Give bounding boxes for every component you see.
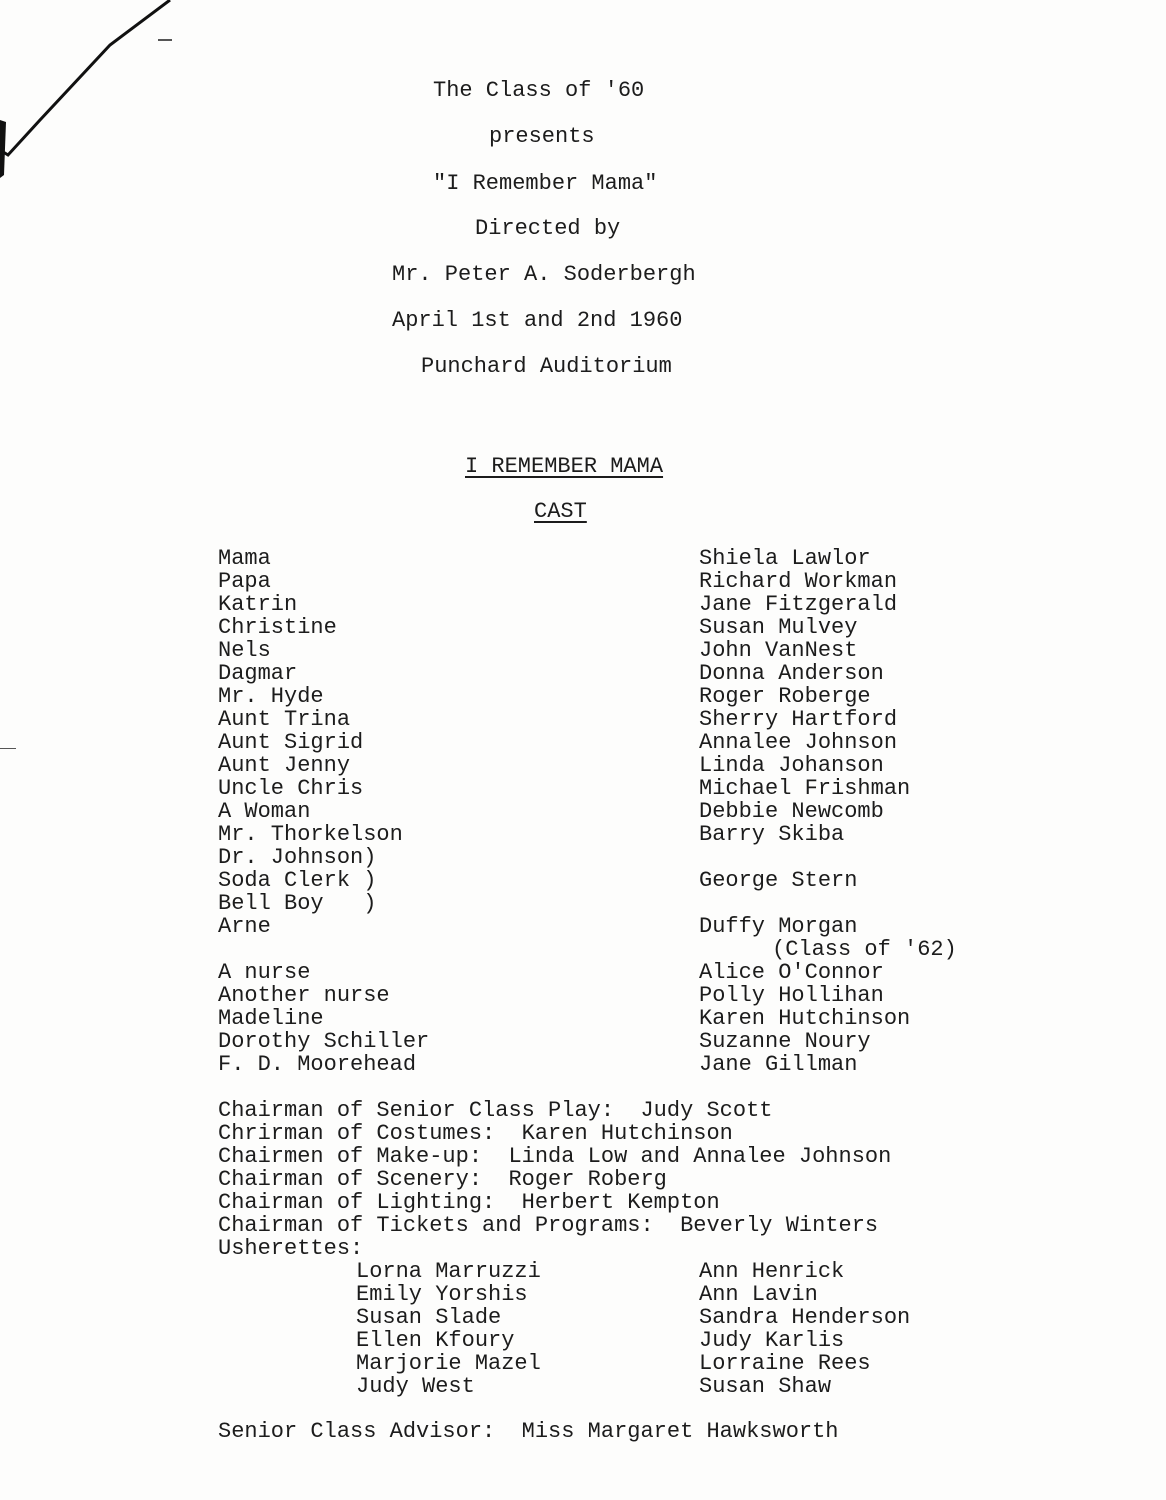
cast-role: Dr. Johnson) — [218, 845, 377, 870]
venue-line: Punchard Auditorium — [421, 354, 672, 379]
play-title-heading: I REMEMBER MAMA — [465, 454, 664, 479]
cast-role: Mr. Hyde — [218, 684, 324, 709]
cast-role: Bell Boy ) — [218, 891, 377, 916]
cast-actor: Duffy Morgan — [699, 914, 858, 939]
cast-role: A Woman — [218, 799, 311, 824]
usherette-name: Ellen Kfoury — [356, 1328, 515, 1353]
presents-line: presents — [489, 124, 595, 149]
cast-actor: Polly Hollihan — [699, 983, 884, 1008]
cast-role: Uncle Chris — [218, 776, 364, 801]
cast-actor: John VanNest — [699, 638, 858, 663]
margin-tick — [0, 748, 16, 749]
cast-role: Madeline — [218, 1006, 324, 1031]
cast-actor: Shiela Lawlor — [699, 546, 871, 571]
committee-line: Chairman of Senior Class Play: Judy Scott — [218, 1098, 773, 1123]
usherette-name: Susan Slade — [356, 1305, 502, 1330]
cast-actor: Karen Hutchinson — [699, 1006, 911, 1031]
usherette-name: Judy West — [356, 1374, 475, 1399]
dates-line: April 1st and 2nd 1960 — [392, 308, 683, 333]
usherette-name: Lorraine Rees — [699, 1351, 871, 1376]
usherette-name: Ann Henrick — [699, 1259, 845, 1284]
committee-line: Chrirman of Costumes: Karen Hutchinson — [218, 1121, 733, 1146]
usherette-name: Ann Lavin — [699, 1282, 818, 1307]
cast-actor: Donna Anderson — [699, 661, 884, 686]
cast-role: Dorothy Schiller — [218, 1029, 430, 1054]
cast-role: A nurse — [218, 960, 311, 985]
usherette-name: Lorna Marruzzi — [356, 1259, 541, 1284]
cast-actor: Susan Mulvey — [699, 615, 858, 640]
cast-actor: Roger Roberge — [699, 684, 871, 709]
advisor-line: Senior Class Advisor: Miss Margaret Hawksworth — [218, 1419, 839, 1444]
cast-role: Aunt Trina — [218, 707, 351, 732]
cast-actor: Debbie Newcomb — [699, 799, 884, 824]
usherettes-label: Usherettes: — [218, 1236, 364, 1261]
committee-line: Chairman of Tickets and Programs: Beverly Winters — [218, 1213, 879, 1238]
cast-actor: Jane Fitzgerald — [699, 592, 898, 617]
class-line: The Class of '60 — [433, 78, 645, 103]
directed-by-line: Directed by — [475, 216, 621, 241]
committee-line: Chairmen of Make-up: Linda Low and Annalee Johnson — [218, 1144, 892, 1169]
cast-role: Mr. Thorkelson — [218, 822, 403, 847]
cast-role: Papa — [218, 569, 271, 594]
cast-actor: Linda Johanson — [699, 753, 884, 778]
cast-role: Arne — [218, 914, 271, 939]
cast-actor: Barry Skiba — [699, 822, 845, 847]
pen-stroke-mark — [0, 0, 200, 180]
usherette-name: Emily Yorshis — [356, 1282, 528, 1307]
usherette-name: Marjorie Mazel — [356, 1351, 541, 1376]
show-title-line: "I Remember Mama" — [433, 171, 658, 196]
cast-role: Nels — [218, 638, 271, 663]
usherette-name: Sandra Henderson — [699, 1305, 911, 1330]
cast-actor: Michael Frishman — [699, 776, 911, 801]
usherette-name: Susan Shaw — [699, 1374, 832, 1399]
committee-line: Chairman of Lighting: Herbert Kempton — [218, 1190, 720, 1215]
cast-role: Dagmar — [218, 661, 298, 686]
cast-actor: Jane Gillman — [699, 1052, 858, 1077]
cast-actor-note: (Class of '62) — [772, 937, 957, 962]
cast-role: Katrin — [218, 592, 298, 617]
cast-role: Mama — [218, 546, 271, 571]
cast-role: Another nurse — [218, 983, 390, 1008]
cast-role: Aunt Sigrid — [218, 730, 364, 755]
cast-role: Soda Clerk ) — [218, 868, 377, 893]
cast-actor: George Stern — [699, 868, 858, 893]
cast-role: Aunt Jenny — [218, 753, 351, 778]
cast-actor: Annalee Johnson — [699, 730, 898, 755]
director-line: Mr. Peter A. Soderbergh — [392, 262, 696, 287]
cast-heading: CAST — [534, 499, 587, 524]
cast-actor: Richard Workman — [699, 569, 898, 594]
cast-role: Christine — [218, 615, 337, 640]
cast-actor: Sherry Hartford — [699, 707, 898, 732]
usherette-name: Judy Karlis — [699, 1328, 845, 1353]
committee-line: Chairman of Scenery: Roger Roberg — [218, 1167, 667, 1192]
cast-actor: Alice O'Connor — [699, 960, 884, 985]
cast-actor: Suzanne Noury — [699, 1029, 871, 1054]
cast-role: F. D. Moorehead — [218, 1052, 417, 1077]
